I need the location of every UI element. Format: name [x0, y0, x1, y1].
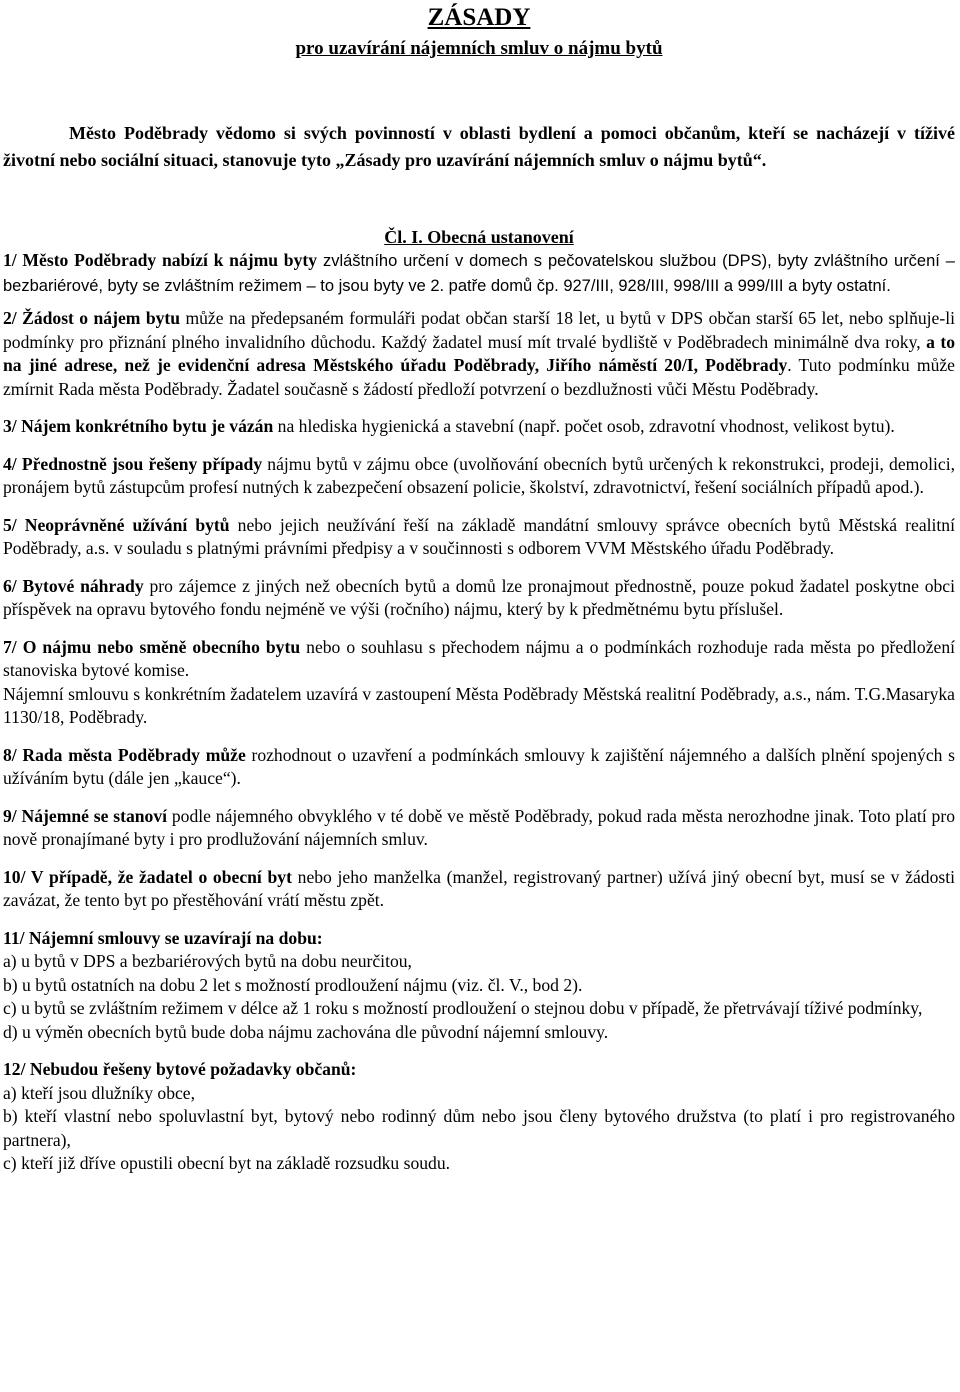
paragraph-11-heading — [3, 927, 955, 951]
paragraph-2-text: může na předepsaném formuláři podat občan starší 18 let, u bytů v DPS občan starší 65 let, nebo splňuje-li podmínky pro přiznání plného invalidního důchodu. Každý žadatel musí mít trvalé bydliště v Poděbradech minimálně dva roky, — [3, 308, 955, 352]
paragraph-7-contract: Nájemní smlouvu s konkrétním žadatelem uzavírá v zastoupení Města Poděbrady Městská realitní Poděbrady, a.s., nám. T.G.Masaryka 1130/18, Poděbrady. — [3, 683, 955, 727]
paragraph-1-text: zvláštního určení v domech s pečovatelskou službou (DPS), byty zvláštního určení – bezbariérové, byty se zvláštním režimem – to jsou byty ve 2. patře domů čp. — [3, 252, 955, 295]
list-item: c) u bytů se zvláštním režimem v délce až 1 roku s možností prodloužení o stejnou dobu v případě, že přetrvávají tíživé podmínky, — [3, 998, 923, 1018]
section-heading-text: Čl. I. Obecná ustanovení — [384, 227, 574, 247]
paragraph-1 — [3, 249, 955, 298]
paragraph-2-text-2: . Tuto podmínku může zmírnit Rada města Poděbrady. Žadatel současně s žádostí předloží potvrzení o bezdlužnosti vůči Městu Poděbrady. — [3, 355, 955, 399]
paragraph-3-lead: 3/ Nájem konkrétního bytu je vázán — [3, 416, 274, 436]
paragraph-5-lead: 5/ Neoprávněné užívání bytů — [3, 514, 230, 535]
list-item: b) u bytů ostatních na dobu 2 let s možností prodloužení nájmu (viz. čl. V., bod 2). — [3, 974, 583, 995]
paragraph-4 — [3, 453, 955, 500]
paragraph-7-lead: 7/ O nájmu nebo směně obecního bytu — [3, 636, 301, 657]
list-item: d) u výměn obecních bytů bude doba nájmu zachována dle původní nájemní smlouvy. — [3, 1021, 609, 1042]
paragraph-2 — [3, 307, 955, 401]
paragraph-4-text: nájmu bytů v zájmu obce (uvolňování obecních bytů určených k rekonstrukci, prodeji, demolici, pronájem bytů zástupcům profesí nutných k zabezpečení obsazení policie, školství, zdravotnictví, řešení sociálních případů apod.). — [3, 453, 955, 497]
paragraph-10-text: nebo jeho manželka (manžel, registrovaný partner) užívá jiný obecní byt, musí se v žádosti zavázat, že tento byt po přestěhování vrátí městu zpět. — [3, 866, 955, 910]
paragraph-2-address: a to na jiné adrese, než je evidenční adresa Městského úřadu Poděbrady, Jiřího náměstí 20/I, Poděbrady — [3, 331, 955, 375]
paragraph-6-text: pro zájemce z jiných než obecních bytů a domů lze pronajmout přednostně, pouze pokud žadatel poskytne obci příspěvek na opravu bytového fondu nejméně ve výši (ročního) nájmu, který by k předmětnému bytu příslušel. — [3, 575, 955, 619]
paragraph-8-lead: 8/ Rada města Poděbrady může — [3, 744, 246, 765]
paragraph-9-text: podle nájemného obvyklého v té době ve městě Poděbrady, pokud rada města nerozhodne jinak. Toto platí pro nově pronajímané byty i pro prodlužování nájemních smluv. — [3, 805, 955, 849]
paragraph-9 — [3, 805, 955, 852]
section-heading — [3, 226, 955, 248]
paragraph-5-text: nebo jejich neužívání řeší na základě mandátní smlouvy správce obecních bytů Městská realitní Poděbrady, a.s. v souladu s platnými právními předpisy a v součinnosti s odborem VVM Městského úřadu Poděbrady. — [3, 514, 955, 558]
paragraph-12-lead: 12/ Nebudou řešeny bytové požadavky občanů: — [3, 1059, 357, 1079]
paragraph-7 — [3, 636, 955, 683]
paragraph-10-lead: 10/ V případě, že žadatel o obecní byt — [3, 866, 292, 887]
paragraph-1-text-2: 927/III, 928/III, 998/III a 999/III a byty ostatní. — [558, 276, 891, 295]
paragraph-11-lead: 11/ Nájemní smlouvy se uzavírají na dobu: — [3, 927, 323, 948]
paragraph-10 — [3, 866, 955, 913]
paragraph-6-lead: 6/ Bytové náhrady — [3, 575, 144, 596]
paragraph-3 — [3, 415, 955, 439]
list-item: b) kteří vlastní nebo spoluvlastní byt, bytový nebo rodinný dům nebo jsou členy bytového družstva (to platí i pro registrovaného partnera), — [3, 1106, 955, 1150]
list-item: a) kteří jsou dlužníky obce, — [3, 1082, 196, 1103]
paragraph-9-lead: 9/ Nájemné se stanoví — [3, 805, 168, 826]
paragraph-8-text: rozhodnout o uzavření a podmínkách smlouvy k zajištění nájemného a dalších plnění spojených s užíváním bytu (dále jen „kauce“). — [3, 744, 955, 788]
list-item: a) u bytů v DPS a bezbariérových bytů na dobu neurčitou, — [3, 951, 412, 971]
paragraph-2-lead: 2/ Žádost o nájem bytu — [3, 308, 181, 328]
paragraph-6 — [3, 575, 955, 622]
paragraph-3-text: na hlediska hygienická a stavební (např. počet osob, zdravotní vhodnost, velikost bytu). — [273, 416, 895, 436]
paragraph-1-lead: 1/ Město Poděbrady nabízí k nájmu byty — [3, 250, 318, 270]
list-item: c) kteří již dříve opustili obecní byt na základě rozsudku soudu. — [3, 1153, 451, 1173]
document-title: ZÁSADY — [427, 4, 531, 31]
paragraph-5 — [3, 514, 955, 561]
intro-text: Město Poděbrady vědomo si svých povinností v oblasti bydlení a pomoci občanům, kteří se nacházejí v tíživé životní nebo sociální situaci, stanovuje tyto „Zásady pro uzavírání nájemních smluv o nájmu bytů“. — [3, 123, 955, 170]
intro-paragraph — [3, 120, 955, 174]
paragraph-7-text: nebo o souhlasu s přechodem nájmu a o podmínkách rozhoduje rada města po předložení stanoviska bytové komise. — [3, 636, 956, 680]
paragraph-12-heading — [3, 1058, 955, 1082]
document-body — [3, 249, 955, 1176]
document-subtitle: pro uzavírání nájemních smluv o nájmu bytů — [295, 38, 663, 59]
paragraph-8 — [3, 744, 955, 791]
paragraph-4-lead: 4/ Přednostně jsou řešeny případy — [3, 453, 263, 474]
